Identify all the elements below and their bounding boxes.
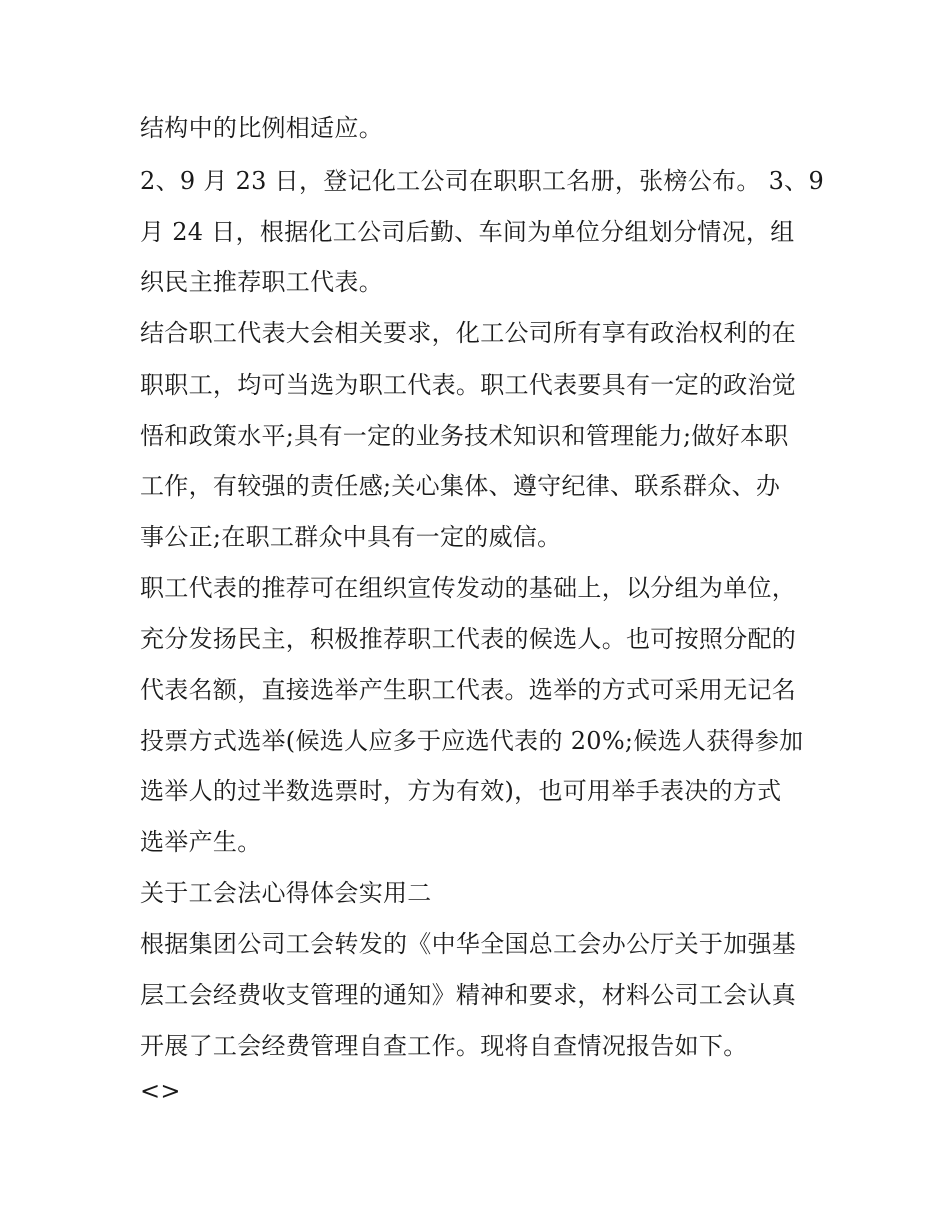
- text-line: 2、9 月 23 日，登记化工公司在职职工名册，张榜公布。 3、9: [140, 167, 825, 195]
- text-line: 悟和政策水平;具有一定的业务技术知识和管理能力;做好本职: [140, 422, 789, 450]
- text-line: 充分发扬民主，积极推荐职工代表的候选人。也可按照分配的: [140, 625, 797, 653]
- text-line: 月 24 日，根据化工公司后勤、车间为单位分组划分情况，组: [140, 218, 795, 246]
- text-line: 工作，有较强的责任感;关心集体、遵守纪律、联系群众、办: [140, 472, 781, 500]
- text-line: 层工会经费收支管理的通知》精神和要求，材料公司工会认真: [140, 981, 797, 1009]
- text-line: 选举产生。: [140, 828, 262, 856]
- text-line: 职工代表的推荐可在组织宣传发动的基础上，以分组为单位，: [140, 574, 797, 602]
- section-heading: 关于工会法心得体会实用二: [140, 879, 432, 907]
- text-line: 代表名额，直接选举产生职工代表。选举的方式可采用无记名: [140, 676, 797, 704]
- text-line: 根据集团公司工会转发的《中华全国总工会办公厅关于加强基: [140, 930, 797, 958]
- text-line: 结合职工代表大会相关要求，化工公司所有享有政治权利的在: [140, 319, 797, 347]
- text-line: 职职工，均可当选为职工代表。职工代表要具有一定的政治觉: [140, 371, 797, 399]
- text-line: <>: [140, 1077, 181, 1105]
- text-line: 选举人的过半数选票时，方为有效)，也可用举手表决的方式: [140, 777, 782, 805]
- text-line: 结构中的比例相适应。: [140, 114, 383, 142]
- text-line: 开展了工会经费管理自查工作。现将自查情况报告如下。: [140, 1032, 748, 1060]
- text-line: 事公正;在职工群众中具有一定的威信。: [140, 523, 562, 551]
- text-line: 投票方式选举(候选人应多于应选代表的 20%;候选人获得参加: [140, 727, 804, 755]
- text-line: 织民主推荐职工代表。: [140, 268, 383, 296]
